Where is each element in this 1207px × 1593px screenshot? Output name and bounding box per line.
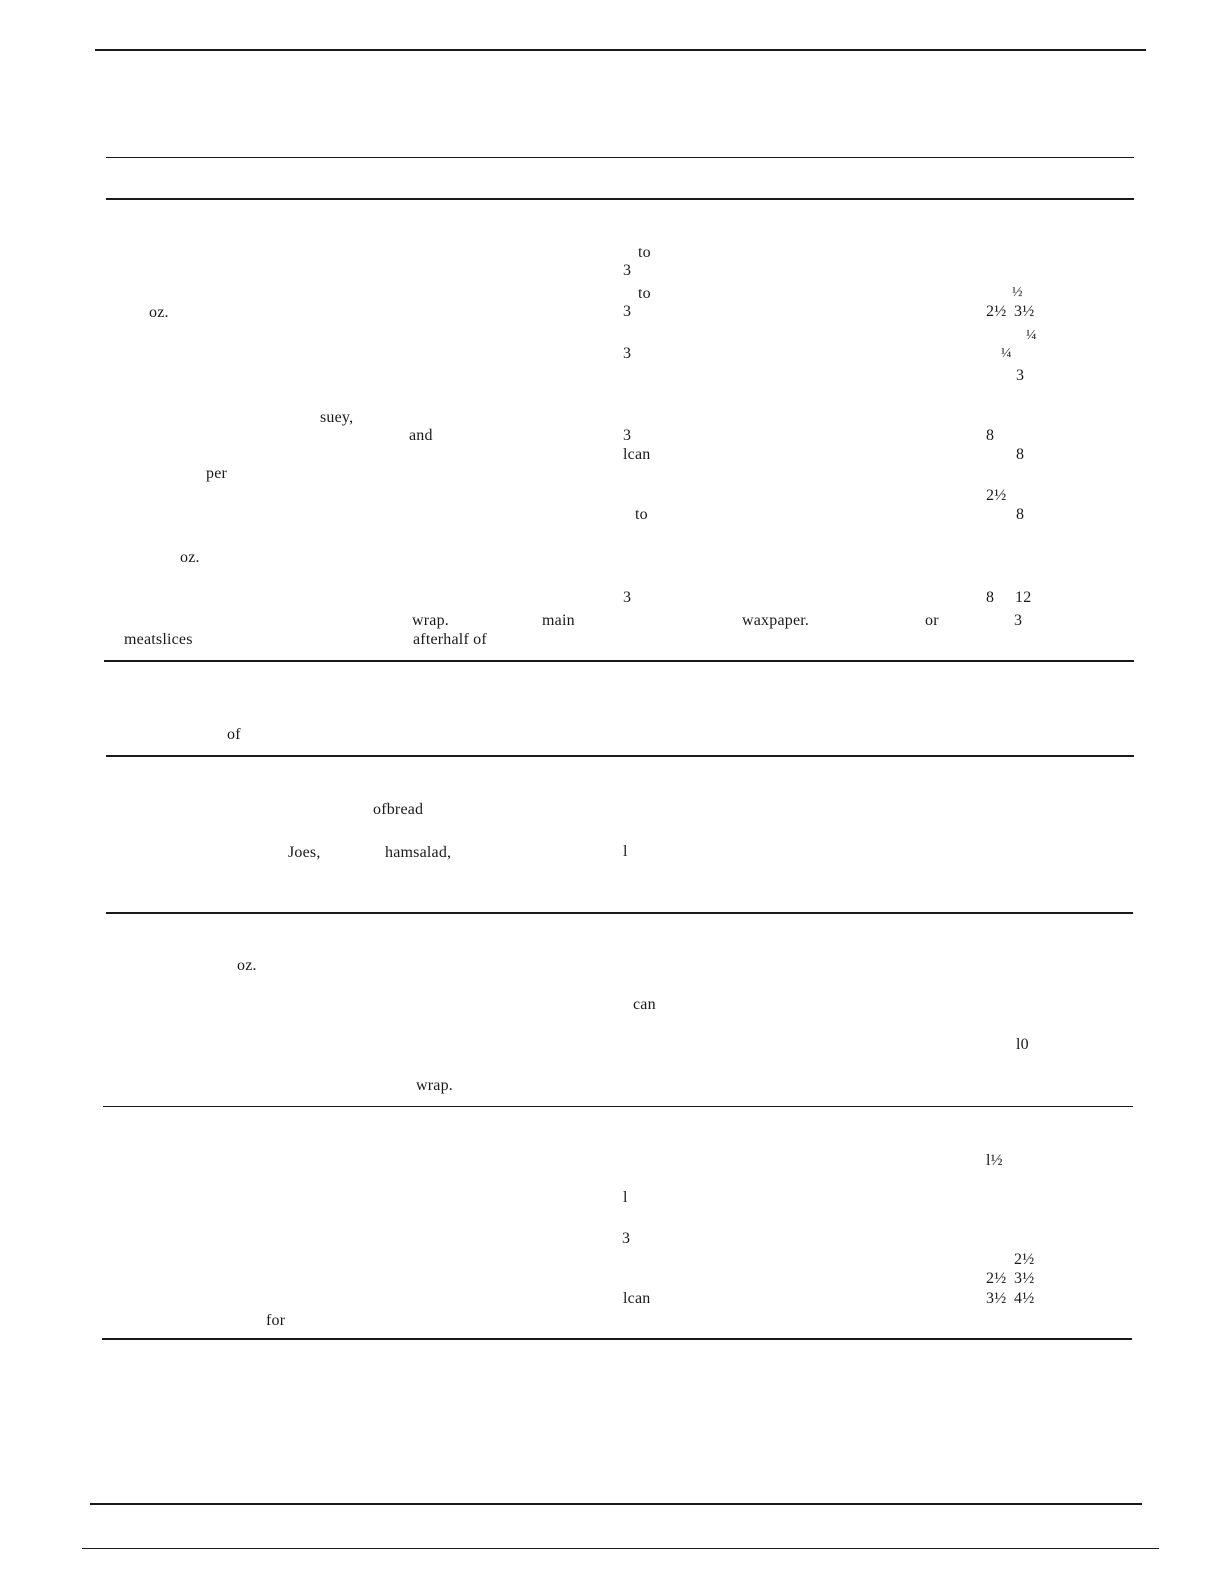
text-fragment: for bbox=[266, 1312, 286, 1329]
text-fragment: oz. bbox=[180, 549, 200, 566]
text-fragment: wrap. bbox=[412, 612, 449, 629]
text-fragment: l0 bbox=[1016, 1036, 1029, 1053]
text-fragment: l½ bbox=[986, 1152, 1003, 1169]
text-fragment: to bbox=[638, 285, 651, 302]
text-fragment: per bbox=[206, 465, 228, 482]
section-divider-sandwiches bbox=[106, 912, 1133, 914]
text-fragment: 3½ bbox=[986, 1290, 1007, 1307]
text-fragment: 2½ bbox=[986, 487, 1007, 504]
text-fragment: oz. bbox=[237, 957, 257, 974]
text-fragment: afterhalf of bbox=[413, 631, 487, 648]
text-fragment: 2½ bbox=[1014, 1251, 1035, 1268]
text-fragment: main bbox=[542, 612, 575, 629]
text-fragment: 2½ bbox=[986, 303, 1007, 320]
text-fragment: 12 bbox=[1015, 589, 1032, 606]
text-fragment: ofbread bbox=[373, 801, 424, 818]
text-fragment: lcan bbox=[623, 1290, 651, 1307]
text-fragment: waxpaper. bbox=[742, 612, 810, 629]
text-fragment: suey, bbox=[320, 409, 354, 426]
table-header-bottom-rule bbox=[106, 198, 1134, 200]
text-fragment: 3½ bbox=[1014, 303, 1035, 320]
text-fragment: 3 bbox=[623, 345, 632, 362]
text-fragment: l bbox=[623, 843, 628, 860]
text-fragment: 3 bbox=[1014, 612, 1023, 629]
text-fragment: 8 bbox=[1016, 506, 1025, 523]
text-fragment: Joes, bbox=[288, 844, 321, 861]
section-divider-sandwich-header bbox=[106, 755, 1134, 757]
section-divider-vegetables bbox=[102, 1338, 1132, 1340]
text-fragment: ¼ bbox=[1026, 328, 1037, 343]
text-fragment: lcan bbox=[623, 446, 651, 463]
text-fragment: ¼ bbox=[1001, 346, 1012, 361]
text-fragment: can bbox=[633, 996, 656, 1013]
text-fragment: meatslices bbox=[124, 631, 193, 648]
text-fragment: hamsalad, bbox=[385, 844, 452, 861]
footer-rule bbox=[90, 1503, 1142, 1505]
text-fragment: 3 bbox=[623, 303, 632, 320]
text-fragment: 2½ bbox=[986, 1270, 1007, 1287]
text-fragment: and bbox=[409, 427, 433, 444]
text-fragment: 3 bbox=[623, 262, 632, 279]
text-fragment: 3 bbox=[622, 1230, 631, 1247]
text-fragment: 3½ bbox=[1014, 1270, 1035, 1287]
text-fragment: oz. bbox=[149, 304, 169, 321]
text-fragment: 3 bbox=[623, 427, 632, 444]
text-fragment: 3 bbox=[623, 589, 632, 606]
text-fragment: 3 bbox=[1016, 367, 1025, 384]
text-fragment: 8 bbox=[1016, 446, 1025, 463]
text-fragment: ½ bbox=[1012, 285, 1023, 300]
table-header-top-rule bbox=[106, 157, 1134, 158]
text-fragment: 8 bbox=[986, 589, 995, 606]
section-divider-meats bbox=[104, 660, 1134, 662]
text-fragment: l bbox=[623, 1189, 628, 1206]
text-fragment: 4½ bbox=[1014, 1290, 1035, 1307]
text-fragment: or bbox=[925, 612, 939, 629]
section-divider-soups bbox=[103, 1106, 1133, 1107]
page-bottom-rule bbox=[82, 1548, 1159, 1549]
text-fragment: 8 bbox=[986, 427, 995, 444]
top-rule bbox=[95, 49, 1146, 51]
text-fragment: of bbox=[227, 726, 241, 743]
text-fragment: to bbox=[638, 244, 651, 261]
text-fragment: to bbox=[635, 506, 648, 523]
text-fragment: wrap. bbox=[416, 1077, 453, 1094]
